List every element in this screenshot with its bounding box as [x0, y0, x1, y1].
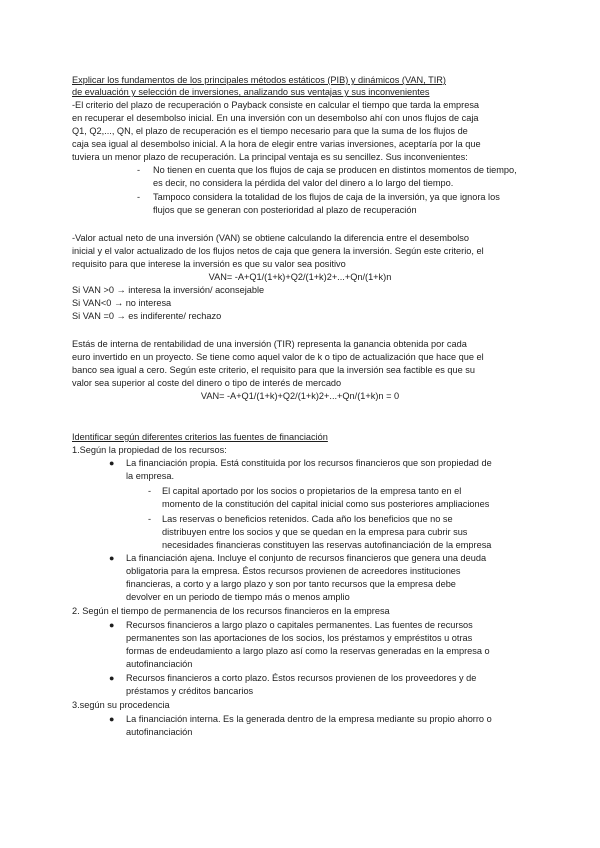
dash-bullet: -	[148, 486, 152, 496]
payback-line: caja sea igual al desembolso inicial. A la hora de elegir entre varias inversiones, aceptaría por la que	[72, 139, 481, 149]
payback-line: Q1, Q2,..., QN, el plazo de recuperación es el tiempo necesario para que la suma de los flujos de	[72, 126, 468, 136]
van-formula: VAN= -A+Q1/(1+k)+Q2/(1+k)2+...+Qn/(1+k)n	[208, 272, 392, 282]
list-item-line: préstamos y créditos bancarios	[126, 686, 254, 696]
list-item-line: La financiación interna. Es la generada dentro de la empresa mediante su propio ahorro o	[126, 714, 492, 724]
payback-con-line: No tienen en cuenta que los flujos de caja se producen en distintos momentos de tiempo,	[153, 165, 517, 175]
list-item-line: autofinanciación	[126, 727, 193, 737]
payback-line: en recuperar el desembolso inicial. En una inversión con un desembolso ahí con unos flujos de caja	[72, 113, 479, 123]
van-line: requisito para que interese la inversión es que su valor sea positivo	[72, 259, 346, 269]
list-item-line: formas de endeudamiento a largo plazo así como la reservas generadas en la empresa o	[126, 646, 490, 656]
section-2-title: 2. Según el tiempo de permanencia de los recursos financieros en la empresa	[72, 606, 390, 616]
payback-con-line: Tampoco considera la totalidad de los flujos de caja de la inversión, ya que ignora los	[153, 192, 500, 202]
payback-line: tuviera un menor plazo de recuperación. La principal ventaja es su sencillez. Sus inconvenientes:	[72, 152, 468, 162]
payback-con-line: flujos que se generan con posterioridad al plazo de recuperación	[153, 205, 417, 215]
heading-1-line-1: Explicar los fundamentos de los principales métodos estáticos (PIB) y dinámicos (VAN, TIR)	[72, 75, 446, 85]
list-item-line: La financiación ajena. Incluye el conjunto de recursos financieros que genera una deuda	[126, 553, 487, 563]
sub-item-line: Las reservas o beneficios retenidos. Cada año los beneficios que no se	[162, 514, 453, 524]
list-item-line: obligatoria para la empresa. Éstos recursos provienen de acreedores instituciones	[126, 566, 461, 576]
van-rule: Si VAN<0 → no interesa	[72, 298, 172, 308]
bullet-icon: ●	[109, 458, 115, 468]
bullet-icon: ●	[109, 620, 115, 630]
list-item-line: permanentes son las aportaciones de los socios, los préstamos y empréstitos u otras	[126, 633, 473, 643]
sub-item-line: necesidades financieras constituyen las reservas autofinanciación de la empresa	[162, 540, 492, 550]
sub-item-line: El capital aportado por los socios o propietarios de la empresa tanto en el	[162, 486, 462, 496]
heading-2: Identificar según diferentes criterios las fuentes de financiación	[72, 432, 328, 442]
payback-con-line: es decir, no considera la pérdida del valor del dinero a lo largo del tiempo.	[153, 178, 454, 188]
list-item-line: devolver en un periodo de tiempo más o menos amplio	[126, 592, 350, 602]
van-rule: Si VAN =0 → es indiferente/ rechazo	[72, 311, 222, 321]
heading-1-line-2: de evaluación y selección de inversiones, analizando sus ventajas y sus inconvenientes	[72, 87, 430, 97]
van-line: inicial y el valor actualizado de los flujos netos de caja que genera la inversión. Según este criterio, el	[72, 246, 484, 256]
tir-line: valor sea superior al coste del dinero o tipo de interés de mercado	[72, 378, 342, 388]
bullet-icon: ●	[109, 673, 115, 683]
bullet-icon: ●	[109, 553, 115, 563]
bullet-icon: ●	[109, 714, 115, 724]
section-1-title: 1.Según la propiedad de los recursos:	[72, 445, 227, 455]
list-item-line: la empresa.	[126, 471, 175, 481]
sub-item-line: distribuyen entre los socios y que se quedan en la empresa para cubrir sus	[162, 527, 468, 537]
van-line: -Valor actual neto de una inversión (VAN) se obtiene calculando la diferencia entre el desembolso	[72, 233, 469, 243]
sub-item-line: momento de la constitución del capital inicial como sus posteriores ampliaciones	[162, 499, 490, 509]
list-item-line: autofinanciación	[126, 659, 193, 669]
section-3-title: 3.según su procedencia	[72, 700, 170, 710]
dash-bullet: -	[137, 192, 141, 202]
tir-line: banco sea igual a cero. Según este criterio, el requisito para que la inversión sea factible es que su	[72, 365, 475, 375]
tir-line: Estás de interna de rentabilidad de una inversión (TIR) representa la ganancia obtenida por cada	[72, 339, 467, 349]
list-item-line: Recursos financieros a largo plazo o capitales permanentes. Las fuentes de recursos	[126, 620, 473, 630]
dash-bullet: -	[148, 514, 152, 524]
list-item-line: Recursos financieros a corto plazo. Éstos recursos provienen de los proveedores y de	[126, 673, 477, 683]
tir-formula: VAN= -A+Q1/(1+k)+Q2/(1+k)2+...+Qn/(1+k)n = 0	[200, 391, 400, 401]
list-item-line: financieras, a corto y a largo plazo y son por tanto recursos que la empresa debe	[126, 579, 456, 589]
tir-line: euro invertido en un proyecto. Se tiene como aquel valor de k o tipo de actualización que hace que el	[72, 352, 484, 362]
van-rule: Si VAN >0 → interesa la inversión/ aconsejable	[72, 285, 265, 295]
dash-bullet: -	[137, 165, 141, 175]
list-item-line: La financiación propia. Está constituida por los recursos financieros que son propiedad de	[126, 458, 492, 468]
payback-line: -El criterio del plazo de recuperación o Payback consiste en calcular el tiempo que tarda la empresa	[72, 100, 480, 110]
